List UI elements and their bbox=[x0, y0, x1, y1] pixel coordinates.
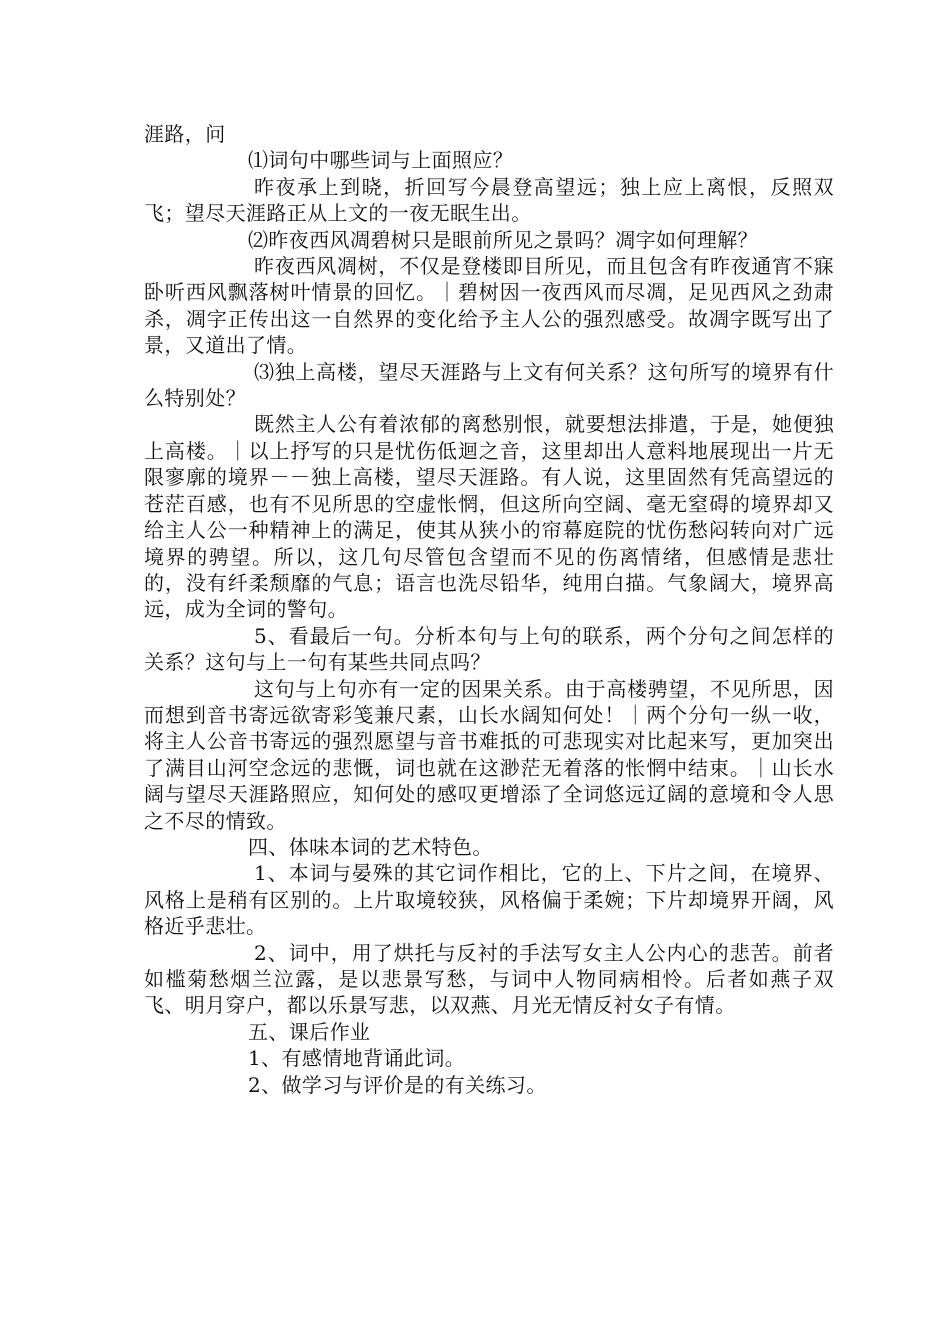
answer-1: 昨夜承上到晓，折回写今晨登高望远；独上应上离恨，反照双飞；望尽天涯路正从上文的一夜无眠生出。 bbox=[144, 174, 834, 226]
section-heading-5: 五、课后作业 bbox=[248, 1019, 371, 1044]
answer-2: 昨夜西风凋树，不仅是登楼即目所见，而且包含有昨夜通宵不寐卧听西风飘落树叶情景的回忆。｜碧树因一夜西风而尽凋，足见西风之劲肃杀，凋字正传出这一自然界的变化给予主人公的强烈感受。故凋字既写出了景，又道出了情。 bbox=[144, 254, 834, 358]
answer-5: 这句与上句亦有一定的因果关系。由于高楼骋望，不见所思，因而想到音书寄远欲寄彩笺兼尺素，山长水阔知何处！｜两个分句一纵一收，将主人公音书寄远的强烈愿望与音书难抵的可悲现实对比起来写，更加突出了满目山河空念远的悲慨，词也就在这渺茫无着落的怅惘中结束。｜山长水阔与望尽天涯路照应，知何处的感叹更增添了全词悠远辽阔的意境和令人思之不尽的情致。 bbox=[144, 676, 834, 833]
homework-item-1: 1、有感情地背诵此词。 bbox=[248, 1046, 466, 1071]
paragraph: 涯路，问 bbox=[144, 122, 226, 146]
document-body bbox=[144, 121, 834, 1098]
question-1: ⑴词句中哪些词与上面照应？ bbox=[248, 148, 514, 173]
homework-item-2: 2、做学习与评价是的有关练习。 bbox=[248, 1072, 547, 1097]
section-heading-4: 四、体味本词的艺术特色。 bbox=[248, 834, 493, 859]
answer-3: 既然主人公有着浓郁的离愁别恨，就要想法排遣，于是，她便独上高楼。｜以上抒写的只是忧伤低迴之音，这里却出人意料地展现出一片无限寥廓的境界－－独上高楼，望尽天涯路。有人说，这里固然有凭高望远的苍茫百感，也有不见所思的空虚怅惘，但这所向空阔、毫无窒碍的境界却又给主人公一种精神上的满足，使其从狭小的帘幕庭院的忧伤愁闷转向对广远境界的骋望。所以，这几句尽管包含望而不见的伤离情绪，但感情是悲壮的，没有纤柔颓靡的气息；语言也洗尽铅华，纯用白描。气象阔大，境界高远，成为全词的警句。 bbox=[144, 412, 834, 622]
question-3: ⑶独上高楼，望尽天涯路与上文有何关系？这句所写的境界有什么特别处？ bbox=[144, 359, 834, 411]
question-2: ⑵昨夜西风凋碧树只是眼前所见之景吗？凋字如何理解？ bbox=[248, 227, 758, 252]
feature-point-1: 1、本词与晏殊的其它词作相比，它的上、下片之间，在境界、风格上是稍有区别的。上片取境较狭，风格偏于柔婉；下片却境界开阔，风格近乎悲壮。 bbox=[144, 861, 834, 939]
question-5: 5、看最后一句。分析本句与上句的联系，两个分句之间怎样的关系？这句与上一句有某些共同点吗？ bbox=[144, 623, 834, 675]
feature-point-2: 2、词中，用了烘托与反衬的手法写女主人公内心的悲苦。前者如槛菊愁烟兰泣露，是以悲景写愁，与词中人物同病相怜。后者如燕子双飞、明月穿户，都以乐景写悲，以双燕、月光无情反衬女子有情。 bbox=[144, 940, 834, 1018]
